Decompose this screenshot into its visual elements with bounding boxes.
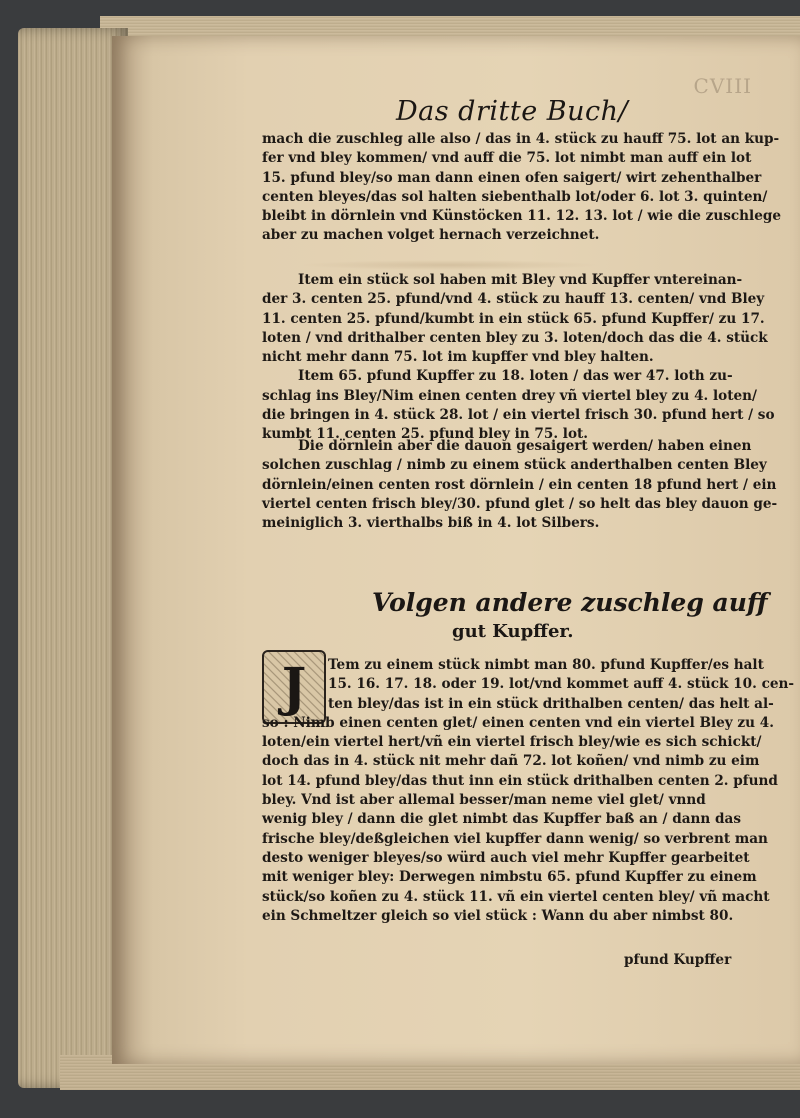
text-line: meiniglich 3. vierthalbs biß in 4. lot Silbers. <box>262 515 600 532</box>
text-line: 11. centen 25. pfund/kumbt in ein stück 65. pfund Kupffer/ zu 17. <box>262 310 765 327</box>
text-line: Item ein stück sol haben mit Bley vnd Kupffer vntereinan- <box>298 272 743 288</box>
text-line: doch das in 4. stück nit mehr dañ 72. lot koñen/ vnd nimb zu eim <box>262 753 760 770</box>
paragraph-3 <box>262 437 777 533</box>
text-line: die bringen in 4. stück 28. lot / ein viertel frisch 30. pfund hert / so <box>262 407 775 424</box>
text-line: lot 14. pfund bley/das thut inn ein stück drithalben centen 2. pfund <box>262 772 778 789</box>
text-line: Tem zu einem stück nimbt man 80. pfund Kupffer/es halt <box>328 657 764 673</box>
text-line: aber zu machen volget hernach verzeichnet. <box>262 227 600 244</box>
text-line: Item 65. pfund Kupffer zu 18. loten / das wer 47. loth zu- <box>298 368 733 385</box>
paper-stain <box>300 260 600 270</box>
section-body <box>262 656 794 926</box>
decorated-initial: J <box>262 650 326 724</box>
paragraph-1 <box>262 130 781 246</box>
text-line: centen bleyes/das sol halten siebenthalb lot/oder 6. lot 3. quinten/ <box>262 188 768 205</box>
text-line: desto weniger bleyes/so würd auch viel mehr Kupffer gearbeitet <box>262 849 750 866</box>
text-line: schlag ins Bley/Nim einen centen drey vñ viertel bley zu 4. loten/ <box>262 387 758 404</box>
text-line: der 3. centen 25. pfund/vnd 4. stück zu hauff 13. centen/ vnd Bley <box>262 291 765 308</box>
section-heading: Volgen andere zuschleg auff <box>372 588 768 617</box>
text-line: mit weniger bley: Derwegen nimbstu 65. pfund Kupffer zu einem <box>262 869 757 886</box>
text-line: frische bley/deßgleichen viel kupffer dann wenig/ so verbrent man <box>262 830 768 847</box>
page-number: CVIII <box>693 74 752 98</box>
running-header: Das dritte Buch/ <box>396 96 629 127</box>
text-line: nicht mehr dann 75. lot im kupffer vnd bley halten. <box>262 349 654 366</box>
text-line: bleibt in dörnlein vnd Künstöcken 11. 12. 13. lot / wie die zuschlege <box>262 208 782 225</box>
text-line: solchen zuschlag / nimb zu einem stück anderthalben centen Bley <box>262 457 767 474</box>
text-line: wenig bley / dann die glet nimbt das Kupffer baß an / dann das <box>262 811 742 828</box>
catchword: pfund Kupffer <box>624 952 732 968</box>
text-line: 15. pfund bley/so man dann einen ofen saigert/ wirt zehenthalber <box>262 169 762 186</box>
paragraph-2 <box>262 271 775 445</box>
text-line: kumbt 11. centen 25. pfund bley in 75. lot. <box>262 426 589 443</box>
text-line: ten bley/das ist in ein stück drithalben centen/ das helt al- <box>328 695 774 712</box>
text-line: 15. 16. 17. 18. oder 19. lot/vnd kommet auff 4. stück 10. cen- <box>328 676 795 693</box>
text-line: stück/so koñen zu 4. stück 11. vñ ein viertel centen bley/ vñ macht <box>262 888 770 905</box>
section-subheading: gut Kupffer. <box>452 621 574 642</box>
text-line: fer vnd bley kommen/ vnd auff die 75. lot nimbt man auff ein lot <box>262 150 752 167</box>
text-line: bley. Vnd ist aber allemal besser/man neme viel glet/ vnnd <box>262 792 706 809</box>
text-line: loten/ein viertel hert/vñ ein viertel frisch bley/wie es sich schickt/ <box>262 734 762 751</box>
text-line: viertel centen frisch bley/30. pfund glet / so helt das bley dauon ge- <box>262 495 778 512</box>
text-line: loten / vnd drithalber centen bley zu 3. loten/doch das die 4. stück <box>262 329 768 346</box>
book-top-edge <box>100 16 800 38</box>
text-line: Die dörnlein aber die dauon gesaigert werden/ haben einen <box>298 438 752 454</box>
text-line: so : Nimb einen centen glet/ einen centen vnd ein viertel Bley zu 4. <box>262 714 774 731</box>
text-line: dörnlein/einen centen rost dörnlein / ein centen 18 pfund hert / ein <box>262 476 777 493</box>
text-line: ein Schmeltzer gleich so viel stück : Wann du aber nimbst 80. <box>262 907 734 924</box>
text-line: mach die zuschleg alle also / das in 4. stück zu hauff 75. lot an kup- <box>262 131 780 147</box>
